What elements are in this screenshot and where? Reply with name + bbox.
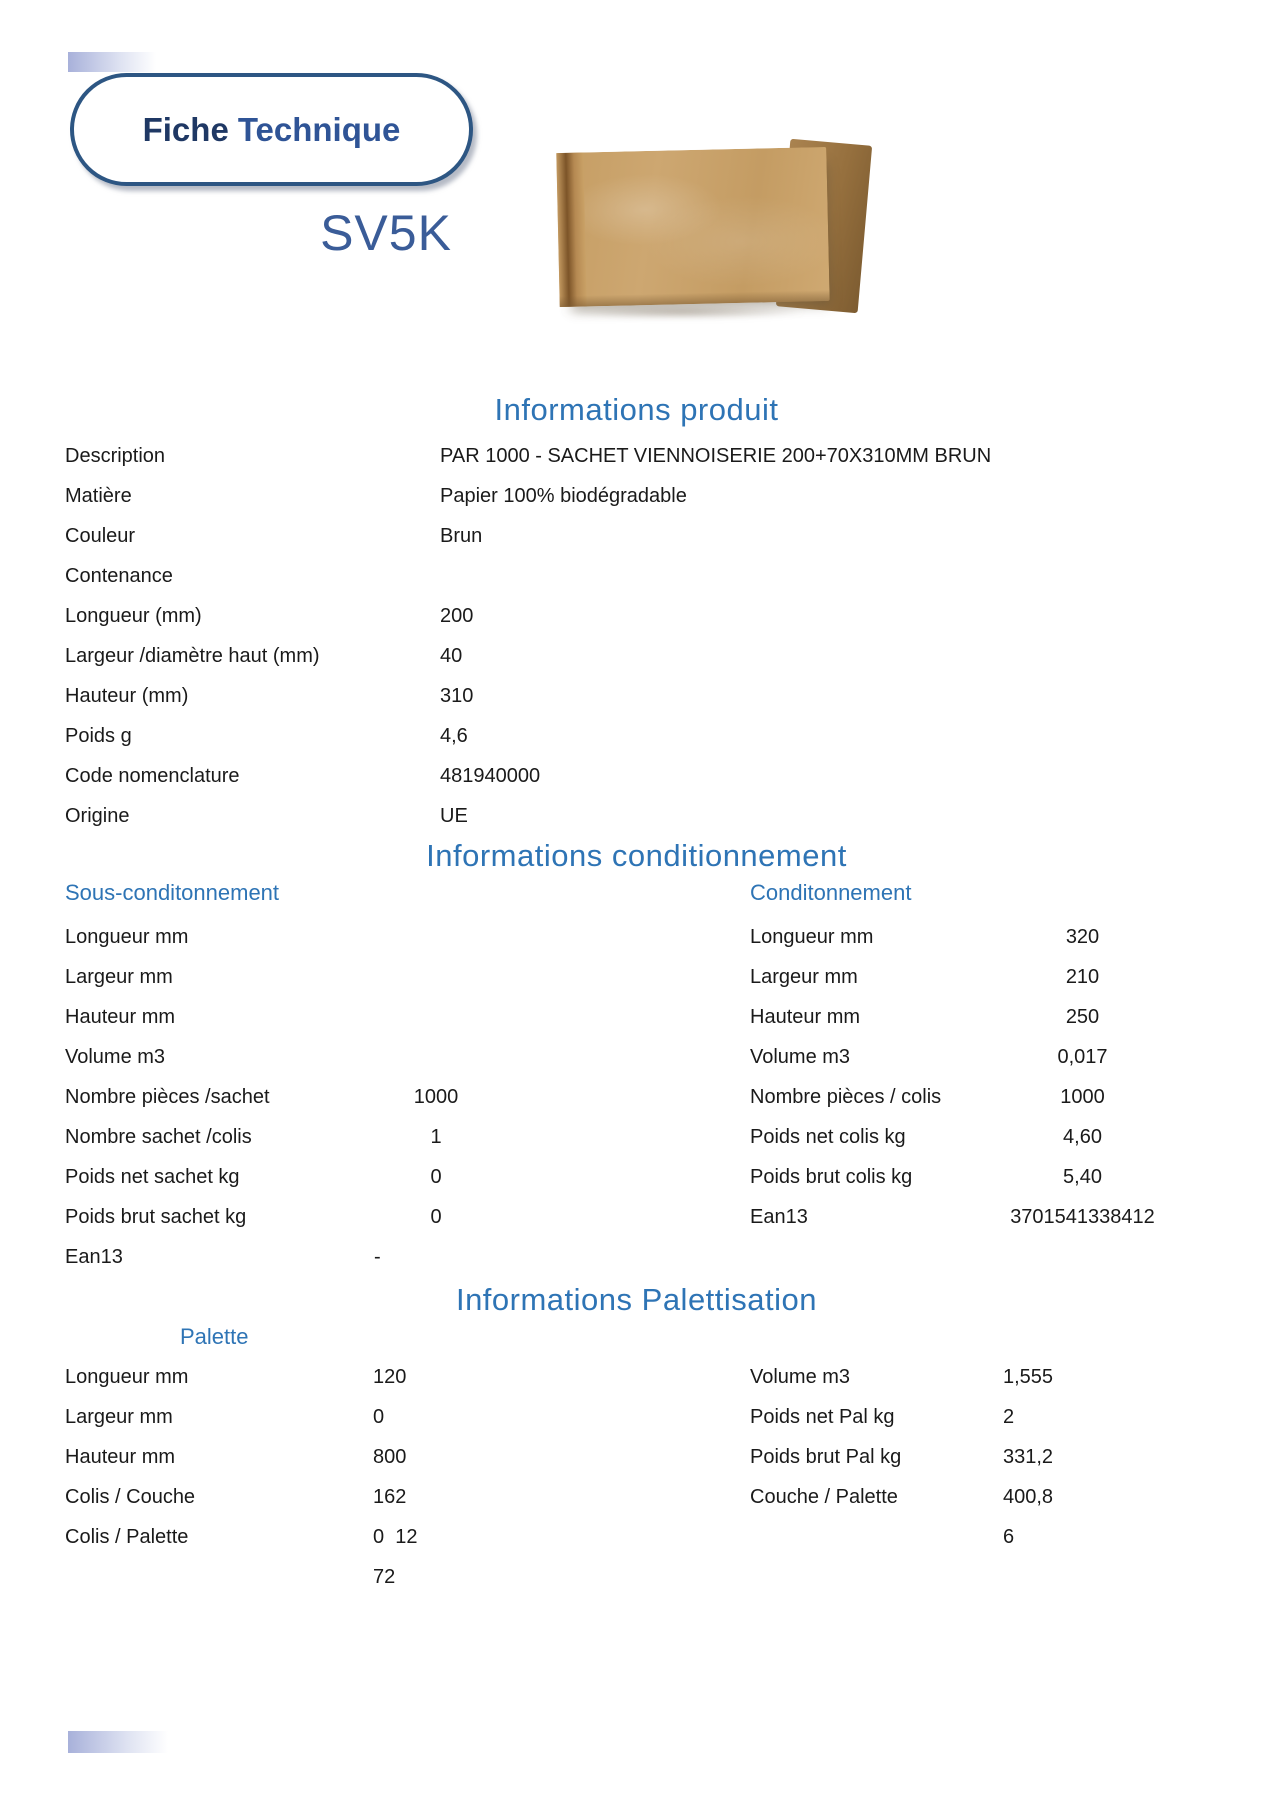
row-value: 310 (440, 684, 474, 707)
row-value: 1,555 (1003, 1365, 1054, 1388)
row-label: Poids net Pal kg (750, 1405, 895, 1428)
table-row (750, 957, 1190, 997)
table-row (65, 476, 1225, 516)
row-value: 0 (373, 1405, 385, 1428)
table-row (65, 676, 1225, 716)
subsection-title-palette: Palette (180, 1324, 249, 1349)
badge-word-fiche: Fiche (142, 110, 229, 148)
row-label: Contenance (65, 564, 173, 587)
row-label: Largeur /diamètre haut (mm) (65, 644, 320, 667)
table-row (750, 1477, 1190, 1517)
row-value: Papier 100% biodégradable (440, 484, 687, 507)
table-row (750, 997, 1190, 1037)
row-label: Hauteur (mm) (65, 684, 189, 707)
row-value: 6 (1003, 1525, 1015, 1548)
row-label: Largeur mm (750, 965, 858, 988)
row-label: Longueur mm (750, 925, 874, 948)
row-value: - (374, 1245, 381, 1268)
table-row (750, 1357, 1190, 1397)
row-label: Nombre pièces /sachet (65, 1085, 270, 1108)
table-row (750, 917, 1190, 957)
row-value: 481940000 (440, 764, 541, 787)
subsection-title-conditonnement: Conditonnement (750, 880, 912, 905)
table-row (750, 1037, 1190, 1077)
row-value: 120 (373, 1365, 407, 1388)
row-label: Volume m3 (750, 1365, 851, 1388)
table-row (65, 1477, 535, 1517)
row-value: 800 (373, 1445, 407, 1468)
row-value: 4,60 (1063, 1125, 1102, 1148)
row-label: Longueur mm (65, 1365, 189, 1388)
product-code: SV5K (320, 205, 452, 261)
row-value: Brun (440, 524, 483, 547)
row-value: 0 (430, 1205, 442, 1228)
table-row (65, 1117, 535, 1157)
section-title-conditionnement: Informations conditionnement (426, 838, 847, 873)
row-label: Volume m3 (750, 1045, 851, 1068)
palettisation-right-table (750, 1357, 1190, 1557)
bottom-accent-bar (68, 1731, 168, 1753)
row-value: 162 (373, 1485, 407, 1508)
row-label: Largeur mm (65, 1405, 173, 1428)
row-value: 400,8 (1003, 1485, 1054, 1508)
table-row (65, 997, 535, 1037)
table-row (65, 636, 1225, 676)
section-title-produit: Informations produit (494, 392, 779, 427)
table-row (65, 957, 535, 997)
table-row (750, 1437, 1190, 1477)
row-value: PAR 1000 - SACHET VIENNOISERIE 200+70X310MM BRUN (440, 444, 992, 467)
row-label: Colis / Palette (65, 1525, 189, 1548)
product-photo (488, 120, 868, 315)
table-row (65, 596, 1225, 636)
table-row (65, 756, 1225, 796)
bag-front-face (556, 147, 829, 307)
row-label: Couche / Palette (750, 1485, 898, 1508)
row-value: 2 (1003, 1405, 1015, 1428)
table-row (65, 1357, 535, 1397)
table-row (750, 1117, 1190, 1157)
row-label: Ean13 (65, 1245, 123, 1268)
subsection-title-sous-conditonnement: Sous-conditonnement (65, 880, 280, 905)
table-row (750, 1077, 1190, 1117)
table-row (65, 556, 1225, 596)
row-value: 1 (430, 1125, 442, 1148)
row-label: Hauteur mm (65, 1005, 176, 1028)
row-label: Colis / Couche (65, 1485, 196, 1508)
row-label: Poids brut Pal kg (750, 1445, 902, 1468)
row-value: 250 (1065, 1005, 1100, 1028)
row-value: 1000 (413, 1085, 459, 1108)
row-value: 5,40 (1063, 1165, 1102, 1188)
row-label: Hauteur mm (65, 1445, 176, 1468)
row-label: Couleur (65, 524, 136, 547)
table-row (65, 1157, 535, 1197)
row-label: Hauteur mm (750, 1005, 861, 1028)
badge-word-technique: Technique (237, 110, 401, 148)
table-row (65, 1037, 535, 1077)
section-title-palettisation: Informations Palettisation (455, 1282, 818, 1317)
table-row (750, 1197, 1190, 1237)
sous-conditionnement-table (65, 917, 535, 1277)
table-row (750, 1517, 1190, 1557)
row-value: 4,6 (440, 724, 468, 747)
row-value: 3701541338412 (1010, 1205, 1155, 1228)
row-label: Poids brut sachet kg (65, 1205, 247, 1228)
fiche-technique-badge (70, 73, 473, 186)
table-row (65, 436, 1225, 476)
table-row (65, 796, 1225, 836)
row-label: Poids net colis kg (750, 1125, 906, 1148)
table-row (65, 716, 1225, 756)
row-value: 200 (440, 604, 474, 627)
row-label: Nombre pièces / colis (750, 1085, 942, 1108)
row-value: 72 (373, 1565, 396, 1588)
row-label: Longueur (mm) (65, 604, 202, 627)
row-label: Origine (65, 804, 130, 827)
row-label: Poids brut colis kg (750, 1165, 913, 1188)
row-value: 1000 (1060, 1085, 1105, 1108)
row-label: Poids net sachet kg (65, 1165, 240, 1188)
row-value: 0 (430, 1165, 442, 1188)
row-value: 331,2 (1003, 1445, 1054, 1468)
row-value: 320 (1065, 925, 1100, 948)
row-label: Matière (65, 484, 132, 507)
table-row (750, 1157, 1190, 1197)
row-value: 0,017 (1057, 1045, 1108, 1068)
row-label: Largeur mm (65, 965, 173, 988)
table-row (65, 1197, 535, 1237)
table-row (65, 1557, 535, 1597)
conditionnement-table (750, 917, 1190, 1237)
bag-side-pleat (556, 152, 586, 307)
table-row (65, 1517, 535, 1557)
row-value: 0 12 (373, 1525, 418, 1548)
row-value: 40 (440, 644, 463, 667)
table-row (65, 1437, 535, 1477)
table-row (65, 1397, 535, 1437)
row-label: Ean13 (750, 1205, 808, 1228)
row-value: 210 (1065, 965, 1100, 988)
row-label: Poids g (65, 724, 132, 747)
produit-table (65, 436, 1225, 836)
row-label: Longueur mm (65, 925, 189, 948)
table-row (65, 516, 1225, 556)
row-label: Code nomenclature (65, 764, 240, 787)
palettisation-left-table (65, 1357, 535, 1597)
table-row (65, 1237, 535, 1277)
row-value: UE (440, 804, 468, 827)
row-label: Nombre sachet /colis (65, 1125, 252, 1148)
table-row (65, 917, 535, 957)
top-accent-bar (68, 52, 156, 72)
table-row (750, 1397, 1190, 1437)
row-label: Description (65, 444, 166, 467)
table-row (65, 1077, 535, 1117)
row-label: Volume m3 (65, 1045, 166, 1068)
